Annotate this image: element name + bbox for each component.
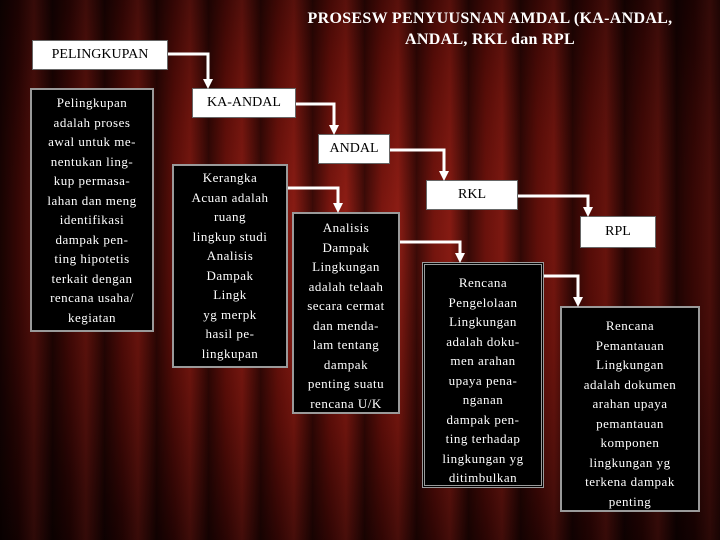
andal-line: dan menda- (312, 317, 379, 333)
pelingkupan-line: Pelingkupan (56, 95, 128, 110)
pelingkupan-line: awal untuk me- (48, 134, 136, 149)
rkl-line: lingkungan yg (442, 450, 524, 466)
rkl-line: ting terhadap (445, 431, 521, 446)
arrow-andal-to-rkl (390, 150, 444, 176)
ka-andal-line: Analisis (206, 248, 254, 263)
ka-andal-line: yg merpk (203, 306, 257, 322)
arrow-rkl-to-rpl (518, 196, 588, 212)
pelingkupan-line: identifikasi (59, 212, 125, 227)
ka-andal-line: hasil pe- (205, 326, 255, 341)
rpl-line: adalah dokumen (583, 376, 677, 392)
andal-label-text: ANDAL (329, 141, 379, 156)
arrow-kerangka-to-analisis (288, 188, 338, 208)
andal-line: penting suatu (307, 376, 385, 391)
pelingkupan-line: dampak pen- (55, 231, 129, 247)
rpl-line: arahan upaya (592, 396, 668, 411)
rkl-label-text: RKL (458, 187, 486, 202)
ka-andal-line: Dampak (206, 267, 254, 283)
arrow-pelingkupan-to-ka-andal (168, 54, 208, 84)
andal-line: dampak (323, 356, 369, 372)
rpl-line: penting (608, 493, 652, 509)
pelingkupan-line: kup permasa- (53, 173, 131, 188)
pelingkupan-line: kegiatan (67, 309, 117, 325)
ka-andal-label-text: KA-ANDAL (207, 95, 281, 110)
pelingkupan-line: terkait dengan (51, 270, 133, 286)
rkl-line: upaya pena- (448, 372, 518, 388)
pelingkupan-line: ting hipotetis (54, 251, 130, 266)
rkl-line: Lingkungan (449, 314, 517, 329)
rpl-line: Lingkungan (596, 357, 664, 372)
pelingkupan-line: rencana usaha/ (50, 290, 134, 305)
andal-line: rencana U/K (310, 395, 382, 411)
arrow-analisis-to-rencana (400, 242, 460, 258)
andal-line: Analisis (322, 220, 370, 235)
rpl-line: pemantauan (596, 415, 664, 431)
andal-line: secara cermat (307, 298, 385, 313)
andal-line: lam tentang (312, 337, 380, 352)
rpl-label-text: RPL (605, 224, 631, 239)
rkl-line: ditimbulkan (448, 470, 518, 485)
pelingkupan-label-text: PELINGKUPAN (51, 47, 149, 62)
pelingkupan-line: lahan dan meng (47, 192, 137, 208)
andal-line: Lingkungan (312, 259, 380, 274)
rpl-line: terkena dampak (585, 474, 675, 489)
rkl-line: men arahan (450, 353, 516, 368)
pelingkupan-line: adalah proses (53, 114, 131, 130)
rkl-line: dampak pen- (446, 411, 520, 427)
arrow-rencana-to-pemantauan (544, 276, 578, 302)
ka-andal-line: ruang (213, 209, 247, 224)
diagram-title: PROSESW PENYUUSNAN AMDAL (KA-ANDAL, ANDAL, RKL dan RPL (307, 10, 673, 48)
ka-andal-line: Acuan adalah (191, 189, 269, 205)
ka-andal-line: Lingk (213, 287, 247, 302)
pelingkupan-line: nentukan ling- (50, 153, 134, 169)
rpl-line: lingkungan yg (589, 454, 671, 470)
rkl-line: adalah doku- (446, 333, 520, 349)
andal-line: adalah telaah (308, 278, 384, 294)
rpl-line: Pemantauan (595, 337, 665, 353)
rkl-line: Pengelolaan (448, 294, 518, 310)
andal-line: Dampak (322, 239, 370, 255)
rpl-line: Rencana (605, 318, 655, 333)
arrow-ka-andal-to-andal (296, 104, 334, 130)
ka-andal-line: lingkupan (201, 345, 259, 361)
ka-andal-line: Kerangka (202, 170, 258, 185)
rpl-line: komponen (600, 435, 660, 450)
ka-andal-line: lingkup studi (192, 228, 268, 244)
rkl-line: Rencana (458, 275, 508, 290)
rkl-line: nganan (462, 392, 504, 407)
